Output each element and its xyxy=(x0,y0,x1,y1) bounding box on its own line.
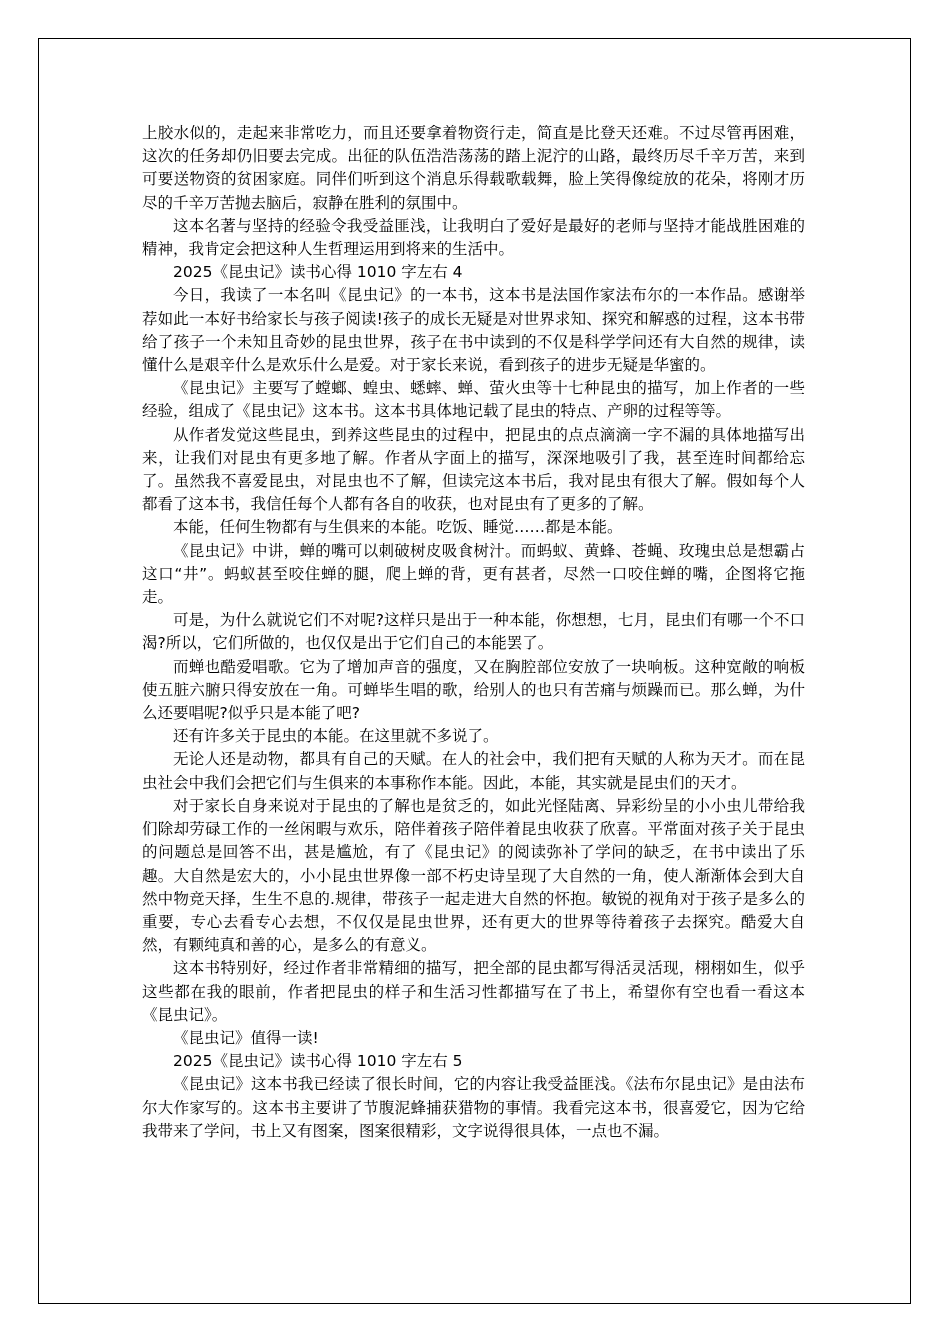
document-body xyxy=(142,122,805,1143)
paragraph: 而蝉也酷爱唱歌。它为了增加声音的强度，又在胸腔部位安放了一块响板。这种宽敞的响板使五脏六腑只得安放在一角。可蝉毕生唱的歌，给别人的也只有苦痛与烦躁而已。那么蝉，为什么还要唱呢?似乎只是本能了吧? xyxy=(142,657,805,723)
paragraph: 无论人还是动物，都具有自己的天赋。在人的社会中，我们把有天赋的人称为天才。而在昆虫社会中我们会把它们与生俱来的本事称作本能。因此，本能，其实就是昆虫们的天才。 xyxy=(142,750,805,792)
paragraph: 《昆虫记》中讲，蝉的嘴可以刺破树皮吸食树汁。而蚂蚁、黄蜂、苍蝇、玫瑰虫总是想霸占这口“井”。蚂蚁甚至咬住蝉的腿，爬上蝉的背，更有甚者，尽然一口咬住蝉的嘴，企图将它拖走。 xyxy=(142,541,805,607)
section-heading: 2025《昆虫记》读书心得 1010 字左右 5 xyxy=(173,1052,463,1071)
paragraph: 今日，我读了一本名叫《昆虫记》的一本书，这本书是法国作家法布尔的一本作品。感谢举荐如此一本好书给家长与孩子阅读!孩子的成长无疑是对世界求知、探究和解惑的过程，这本书带给了孩子一个未知且奇妙的昆虫世界，孩子在书中读到的不仅是科学学问还有大自然的规律，读懂什么是艰辛什么是欢乐什么是爱。对于家长来说，看到孩子的进步无疑是华蜜的。 xyxy=(142,286,805,375)
paragraph: 《昆虫记》这本书我已经读了很长时间，它的内容让我受益匪浅。《法布尔昆虫记》是由法布尔大作家写的。这本书主要讲了节腹泥蜂捕获猎物的事情。我看完这本书，很喜爱它，因为它给我带来了学问，书上又有图案，图案很精彩，文字说得很具体，一点也不漏。 xyxy=(142,1075,805,1140)
paragraph: 还有许多关于昆虫的本能。在这里就不多说了。 xyxy=(173,727,499,746)
paragraph: 《昆虫记》主要写了螳螂、蝗虫、蟋蟀、蝉、萤火虫等十七种昆虫的描写，加上作者的一些经验，组成了《昆虫记》这本书。这本书具体地记载了昆虫的特点、产卵的过程等等。 xyxy=(142,379,805,421)
section-heading: 2025《昆虫记》读书心得 1010 字左右 4 xyxy=(173,263,463,282)
paragraph: 这本名著与坚持的经验令我受益匪浅，让我明白了爱好是最好的老师与坚持才能战胜困难的精神，我肯定会把这种人生哲理运用到将来的生活中。 xyxy=(142,216,805,259)
paragraph: 对于家长自身来说对于昆虫的了解也是贫乏的，如此光怪陆离、异彩纷呈的小小虫儿带给我们除却劳碌工作的一丝闲暇与欢乐，陪伴着孩子陪伴着昆虫收获了欣喜。平常面对孩子关于昆虫的问题总是回答不出，甚是尴尬，有了《昆虫记》的阅读弥补了学问的缺乏，在书中读出了乐趣。大自然是宏大的，小小昆虫世界像一部不朽史诗呈现了大自然的一角，使人渐渐体会到大自然中物竞天择，生生不息的.规律，带孩子一起走进大自然的怀抱。敏锐的视角对于孩子是多么的重要，专心去看专心去想，不仅仅是昆虫世界，还有更大的世界等待着孩子去探究。酷爱大自然，有颗纯真和善的心，是多么的有意义。 xyxy=(142,796,805,955)
paragraph: 《昆虫记》值得一读! xyxy=(173,1028,319,1047)
paragraph: 从作者发觉这些昆虫，到养这些昆虫的过程中，把昆虫的点点滴滴一字不漏的具体地描写出来，让我们对昆虫有更多地了解。作者从字面上的描写，深深地吸引了我，甚至连时间都给忘了。虽然我不喜爱昆虫，对昆虫也不了解，但读完这本书后，我对昆虫有很大了解。假如每个人都看了这本书，我信任每个人都有各自的收获，也对昆虫有了更多的了解。 xyxy=(142,425,805,514)
paragraph: 可是，为什么就说它们不对呢?这样只是出于一种本能，你想想，七月，昆虫们有哪一个不口渴?所以，它们所做的，也仅仅是出于它们自己的本能罢了。 xyxy=(142,611,805,653)
paragraph: 上胶水似的，走起来非常吃力，而且还要拿着物资行走，简直是比登天还难。不过尽管再困难，这次的任务却仍旧要去完成。出征的队伍浩浩荡荡的踏上泥泞的山路，最终历尽千辛万苦，来到可要送物资的贫困家庭。同伴们听到这个消息乐得载歌载舞，脸上笑得像绽放的花朵，将刚才历尽的千辛万苦抛去脑后，寂静在胜利的氛围中。 xyxy=(142,124,805,212)
paragraph: 本能，任何生物都有与生俱来的本能。吃饭、睡觉……都是本能。 xyxy=(173,518,623,537)
paragraph: 这本书特别好，经过作者非常精细的描写，把全部的昆虫都写得活灵活现，栩栩如生，似乎这些都在我的眼前，作者把昆虫的样子和生活习性都描写在了书上，希望你有空也看一看这本《昆虫记》。 xyxy=(142,959,805,1024)
